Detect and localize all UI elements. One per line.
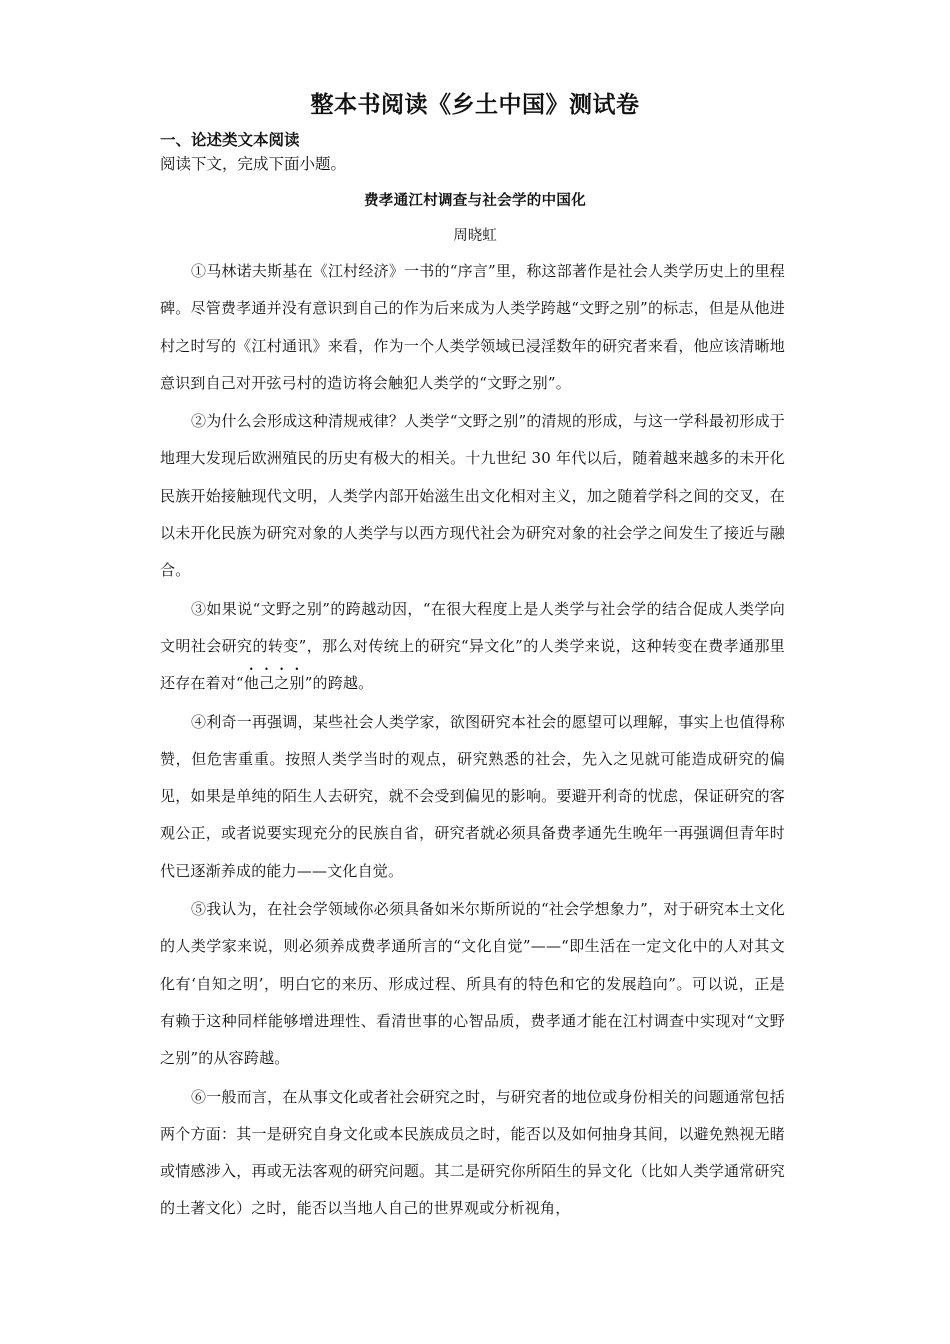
section-heading: 一、论述类文本阅读: [160, 131, 300, 149]
article-title: 费孝通江村调查与社会学的中国化: [364, 192, 586, 209]
article-author: 周晓虹: [453, 228, 497, 244]
paragraph-6: ⑥一般而言，在从事文化或者社会研究之时，与研究者的地位或身份相关的问题通常包括两个方面：其一是研究自身文化或本民族成员之时，能否以及如何抽身其间，以避免熟视无睹或情感涉入，再或无法客观的研究问题。其二是研究你所陌生的异文化（比如人类学通常研究的土著文化）之时，能否以当地人自己的世界观或分析视角，: [160, 1087, 785, 1218]
paragraph-4: ④利奇一再强调，某些社会人类学家，欲图研究本社会的愿望可以理解，事实上也值得称赞，但危害重重。按照人类学当时的观点，研究熟悉的社会，先入之见就可能造成研究的偏见，如果是单纯的陌生人去研究，就不会受到偏见的影响。要避开利奇的忧虑，保证研究的客观公正，或者说要实现充分的民族自省，研究者就必须具备费孝通先生晚年一再强调但青年时代已逐渐养成的能力——文化自觉。: [160, 712, 785, 880]
reading-instruction: 阅读下文，完成下面小题。: [160, 155, 347, 173]
paragraph-5: ⑤我认为，在社会学领域你必须具备如米尔斯所说的“社会学想象力”，对于研究本土文化的人类学家来说，则必须养成费孝通所言的“文化自觉”——“即生活在一定文化中的人对其文化有‘自知之明’，明白它的来历、形成过程、所具有的特色和它的发展趋向”。可以说，正是有赖于这种同样能够增进理性、看清世事的心智品质，费孝通才能在江村调查中实现对“文野之别”的从容跨越。: [160, 900, 785, 1068]
emphasized-term: 他己之别: [243, 674, 305, 693]
paragraph-3: [160, 591, 785, 703]
article-body: [160, 253, 785, 1229]
paragraph-3-text-before: ③如果说“文野之别”的跨越动因，“在很大程度上是人类学与社会学的结合促成人类学向文明社会研究的转变”，那么对传统上的研究“异文化”的人类学来说，这种转变在费孝通那里还存在着对“: [160, 599, 785, 693]
paragraph-2: ②为什么会形成这种清规戒律？人类学“文野之别”的清规的形成，与这一学科最初形成于地理大发现后欧洲殖民的历史有极大的相关。十九世纪 30 年代以后，随着越来越多的未开化民族开始接触现代文明，人类学内部开始滋生出文化相对主义，加之随着学科之间的交叉，在以未开化民族为研究对象的人类学与以西方现代社会为研究对象的社会学之间发生了接近与融合。: [160, 412, 785, 580]
paragraph-3-text-after: ”的跨越。: [304, 674, 374, 693]
exam-title: 整本书阅读《乡土中国》测试卷: [310, 92, 640, 118]
paragraph-1: ①马林诺夫斯基在《江村经济》一书的“序言”里，称这部著作是社会人类学历史上的里程碑。尽管费孝通并没有意识到自己的作为后来成为人类学跨越“文野之别”的标志，但是从他进村之时写的《江村通讯》来看，作为一个人类学领域已浸淫数年的研究者来看，他应该清晰地意识到自己对开弦弓村的造访将会触犯人类学的“文野之别”。: [160, 262, 785, 392]
